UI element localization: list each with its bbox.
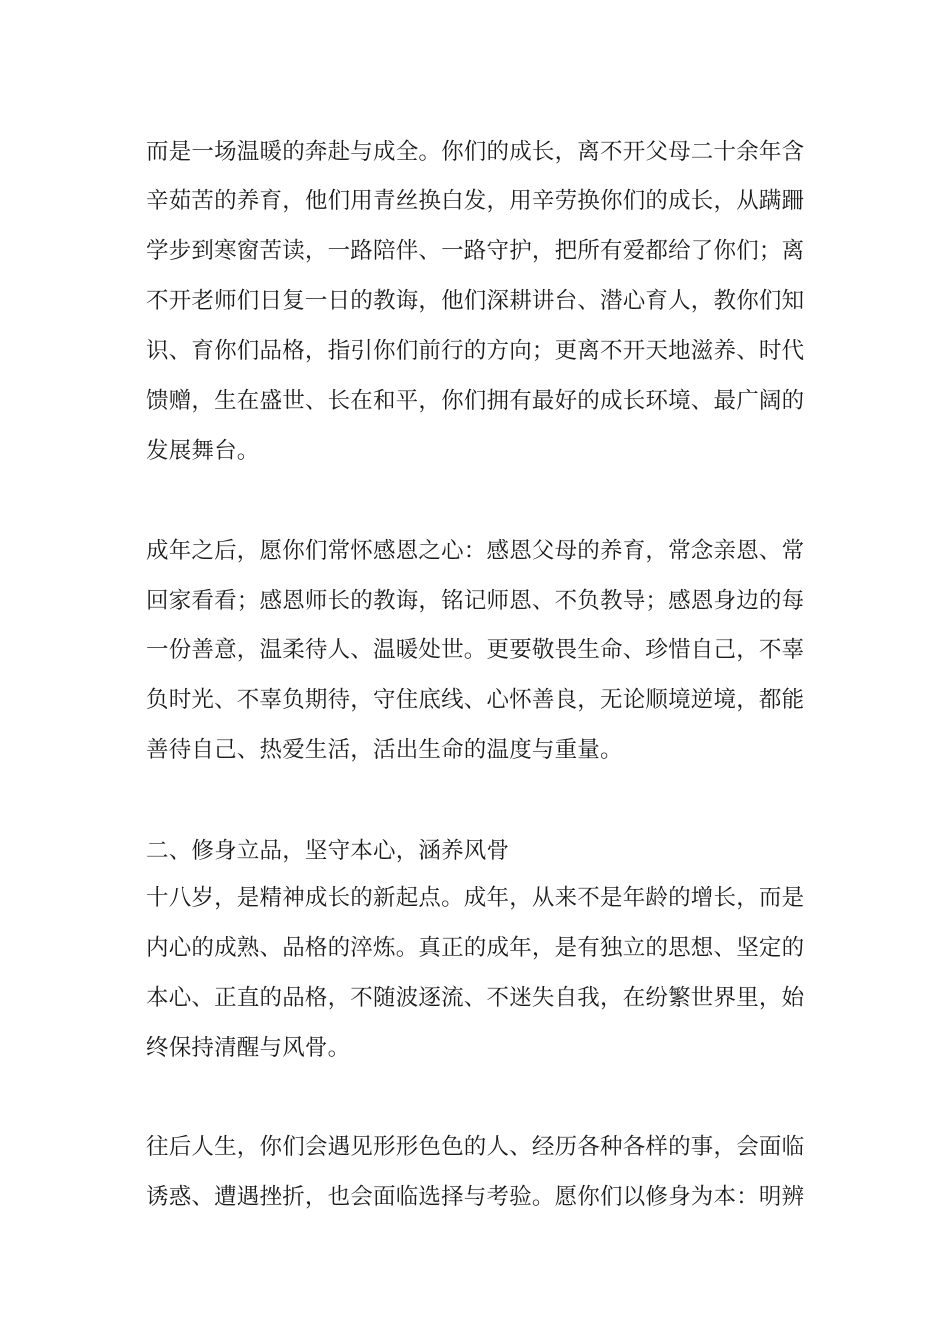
- text-line: 诱惑、遭遇挫折，也会面临选择与考验。愿你们以修身为本：明辨: [146, 1184, 805, 1210]
- text-line: 一份善意，温柔待人、温暖处世。更要敬畏生命、珍惜自己，不辜: [146, 637, 805, 663]
- text-line: 十八岁，是精神成长的新起点。成年，从来不是年龄的增长，而是: [146, 885, 805, 911]
- text-line: 辛茹苦的养育，他们用青丝换白发，用辛劳换你们的成长，从蹒跚: [146, 188, 805, 214]
- text-line: 负时光、不辜负期待，守住底线、心怀善良，无论顺境逆境，都能: [146, 687, 805, 713]
- text-line: 内心的成熟、品格的淬炼。真正的成年，是有独立的思想、坚定的: [146, 935, 805, 961]
- text-line: 往后人生，你们会遇见形形色色的人、经历各种各样的事，会面临: [146, 1134, 805, 1160]
- text-line: 善待自己、热爱生活，活出生命的温度与重量。: [146, 737, 623, 763]
- text-line: 不开老师们日复一日的教诲，他们深耕讲台、潜心育人，教你们知: [146, 288, 805, 314]
- text-line: 本心、正直的品格，不随波逐流、不迷失自我，在纷繁世界里，始: [146, 985, 805, 1011]
- text-line: 终保持清醒与风骨。: [146, 1035, 351, 1061]
- text-line: 学步到寒窗苦读，一路陪伴、一路守护，把所有爱都给了你们；离: [146, 238, 805, 264]
- section-heading: 二、修身立品，坚守本心，涵养风骨: [146, 838, 510, 864]
- text-line: 而是一场温暖的奔赴与成全。你们的成长，离不开父母二十余年含: [146, 139, 805, 165]
- text-line: 发展舞台。: [146, 438, 260, 464]
- text-line: 馈赠，生在盛世、长在和平，你们拥有最好的成长环境、最广阔的: [146, 388, 805, 414]
- text-line: 成年之后，愿你们常怀感恩之心：感恩父母的养育，常念亲恩、常: [146, 538, 805, 564]
- text-line: 识、育你们品格，指引你们前行的方向；更离不开天地滋养、时代: [146, 338, 805, 364]
- text-line: 回家看看；感恩师长的教诲，铭记师恩、不负教导；感恩身边的每: [146, 588, 805, 614]
